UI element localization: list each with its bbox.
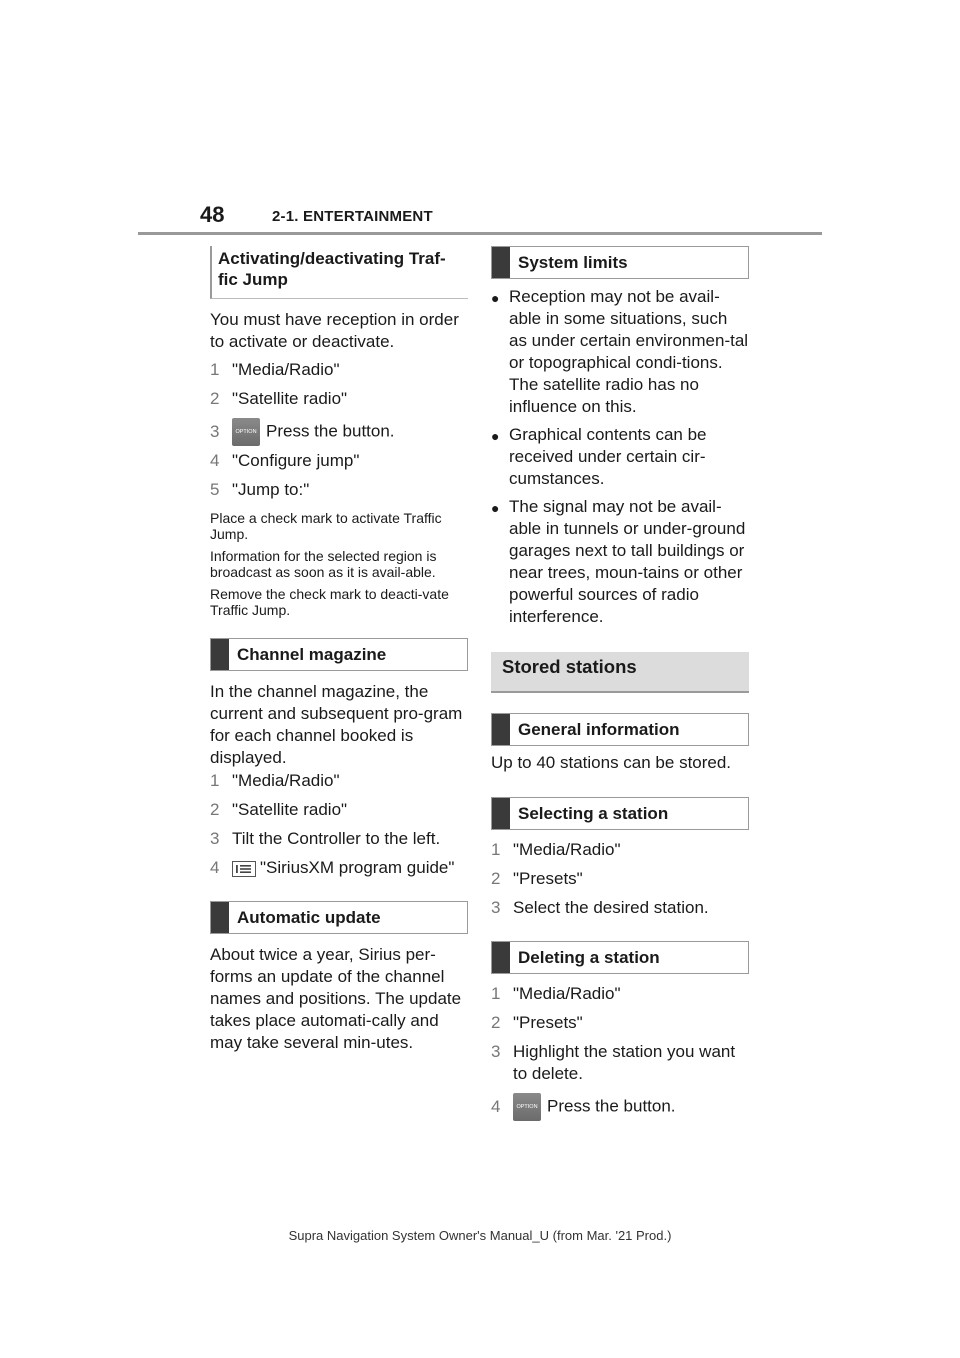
- list-item: [210, 450, 468, 472]
- step-text: "Presets": [513, 869, 583, 888]
- section-heading-general-information: [491, 713, 749, 746]
- list-item: [491, 1012, 749, 1034]
- list-item: [491, 496, 749, 628]
- list-item: [210, 479, 468, 501]
- section-heading-automatic-update: [210, 901, 468, 934]
- step-number: 3: [210, 829, 220, 848]
- step-number: 1: [491, 840, 501, 859]
- list-item: [491, 1041, 749, 1085]
- traffic-jump-note-1: Place a check mark to activate Traffic Jump.: [210, 510, 442, 542]
- heading-deleting-station-text: Deleting a station: [518, 948, 660, 967]
- section-heading-deleting-station: [491, 941, 749, 974]
- list-item: [491, 868, 749, 890]
- step-number: 3: [210, 422, 220, 441]
- section-heading-traffic-jump: [210, 246, 468, 299]
- heading-bar: [492, 714, 510, 745]
- section-heading-stored-stations: [491, 652, 749, 693]
- heading-channel-magazine-text: Channel magazine: [237, 645, 387, 664]
- heading-traffic-jump-text: Activating/deactivating Traf-fic Jump: [218, 249, 446, 289]
- step-number: 2: [210, 389, 220, 408]
- heading-selecting-station-text: Selecting a station: [518, 804, 669, 823]
- list-item: [210, 388, 468, 410]
- step-text: "Presets": [513, 1013, 583, 1032]
- step-number: 4: [491, 1097, 501, 1116]
- step-text: "Media/Radio": [232, 360, 340, 379]
- list-item: [491, 286, 749, 418]
- option-button-icon: OPTION: [513, 1093, 541, 1121]
- step-number: 3: [491, 898, 501, 917]
- bullet-text: Graphical contents can be received under certain cir-cumstances.: [509, 425, 707, 488]
- list-item: [491, 983, 749, 1005]
- step-number: 4: [210, 858, 220, 877]
- general-information-body: Up to 40 stations can be stored.: [491, 753, 732, 772]
- step-text: "Jump to:": [232, 480, 310, 499]
- right-column: [491, 246, 749, 1121]
- step-text: "Satellite radio": [232, 800, 348, 819]
- option-button-icon: OPTION: [232, 418, 260, 446]
- list-item: [210, 799, 468, 821]
- step-number: 1: [210, 360, 220, 379]
- bullet-text: Reception may not be avail-able in some situations, such as under certain environmen-tal or topographical condi-tions. The satellite radio has no influence on this.: [509, 287, 749, 416]
- list-item: [210, 770, 468, 792]
- heading-bar: [211, 639, 229, 670]
- system-limits-bullets: [491, 286, 749, 628]
- left-column: [210, 246, 468, 1054]
- step-text: Select the desired station.: [513, 898, 709, 917]
- automatic-update-body: About twice a year, Sirius per-forms an update of the channel names and positions. The update takes place automati-cally and may take several min-utes.: [210, 945, 462, 1052]
- step-number: 1: [210, 771, 220, 790]
- heading-stored-stations-text: Stored stations: [502, 656, 637, 677]
- heading-bar: [492, 942, 510, 973]
- heading-general-information-text: General information: [518, 720, 680, 739]
- step-number: 3: [491, 1042, 501, 1061]
- header-rule: [138, 232, 822, 235]
- list-item: [491, 897, 749, 919]
- traffic-jump-steps: [210, 359, 468, 501]
- list-item: [210, 359, 468, 381]
- step-number: 5: [210, 480, 220, 499]
- heading-system-limits-text: System limits: [518, 253, 628, 272]
- channel-magazine-intro: In the channel magazine, the current and subsequent pro-gram for each channel booked is displayed.: [210, 682, 463, 767]
- step-text: "Configure jump": [232, 451, 360, 470]
- page-number: 48: [200, 202, 225, 227]
- bullet-icon: ●: [491, 428, 500, 444]
- traffic-jump-intro: You must have reception in order to activate or deactivate.: [210, 310, 459, 351]
- selecting-steps: [491, 839, 749, 919]
- heading-bar: [492, 798, 510, 829]
- heading-automatic-update-text: Automatic update: [237, 908, 381, 927]
- list-item: [491, 839, 749, 861]
- step-number: 2: [210, 800, 220, 819]
- step-number: 2: [491, 1013, 501, 1032]
- list-item: [210, 418, 468, 446]
- step-text: Press the button.: [547, 1096, 676, 1116]
- bullet-icon: ●: [491, 290, 500, 306]
- heading-bar: [211, 902, 229, 933]
- traffic-jump-note-3: Remove the check mark to deacti-vate Traffic Jump.: [210, 586, 449, 618]
- chapter-title: 2-1. ENTERTAINMENT: [272, 208, 433, 225]
- step-text: Highlight the station you want to delete.: [513, 1042, 736, 1083]
- page-footer: Supra Navigation System Owner's Manual_U (from Mar. '21 Prod.): [288, 1228, 672, 1243]
- heading-bar: [492, 247, 510, 278]
- step-number: 2: [491, 869, 501, 888]
- bullet-icon: ●: [491, 500, 500, 516]
- step-text: "SiriusXM program guide": [260, 858, 455, 877]
- section-heading-channel-magazine: [210, 638, 468, 671]
- list-item: [210, 828, 468, 850]
- deleting-steps: [491, 983, 749, 1121]
- list-item: [491, 424, 749, 490]
- step-number: 4: [210, 451, 220, 470]
- section-heading-system-limits: [491, 246, 749, 279]
- traffic-jump-note-2: Information for the selected region is broadcast as soon as it is avail-able.: [210, 548, 437, 580]
- list-item: [210, 857, 468, 879]
- step-text: "Media/Radio": [513, 984, 621, 1003]
- step-text: "Satellite radio": [232, 389, 348, 408]
- list-icon: [232, 861, 256, 877]
- step-text: Tilt the Controller to the left.: [232, 829, 441, 848]
- step-text: "Media/Radio": [513, 840, 621, 859]
- step-text: "Media/Radio": [232, 771, 340, 790]
- page-header: [0, 0, 960, 240]
- list-item: [491, 1093, 749, 1121]
- step-number: 1: [491, 984, 501, 1003]
- section-heading-selecting-station: [491, 797, 749, 830]
- step-text: Press the button.: [266, 421, 395, 441]
- channel-magazine-steps: [210, 770, 468, 879]
- bullet-text: The signal may not be avail-able in tunnels or under-ground garages next to tall buildings or near trees, moun-tains or other powerful sources of radio interference.: [509, 497, 746, 626]
